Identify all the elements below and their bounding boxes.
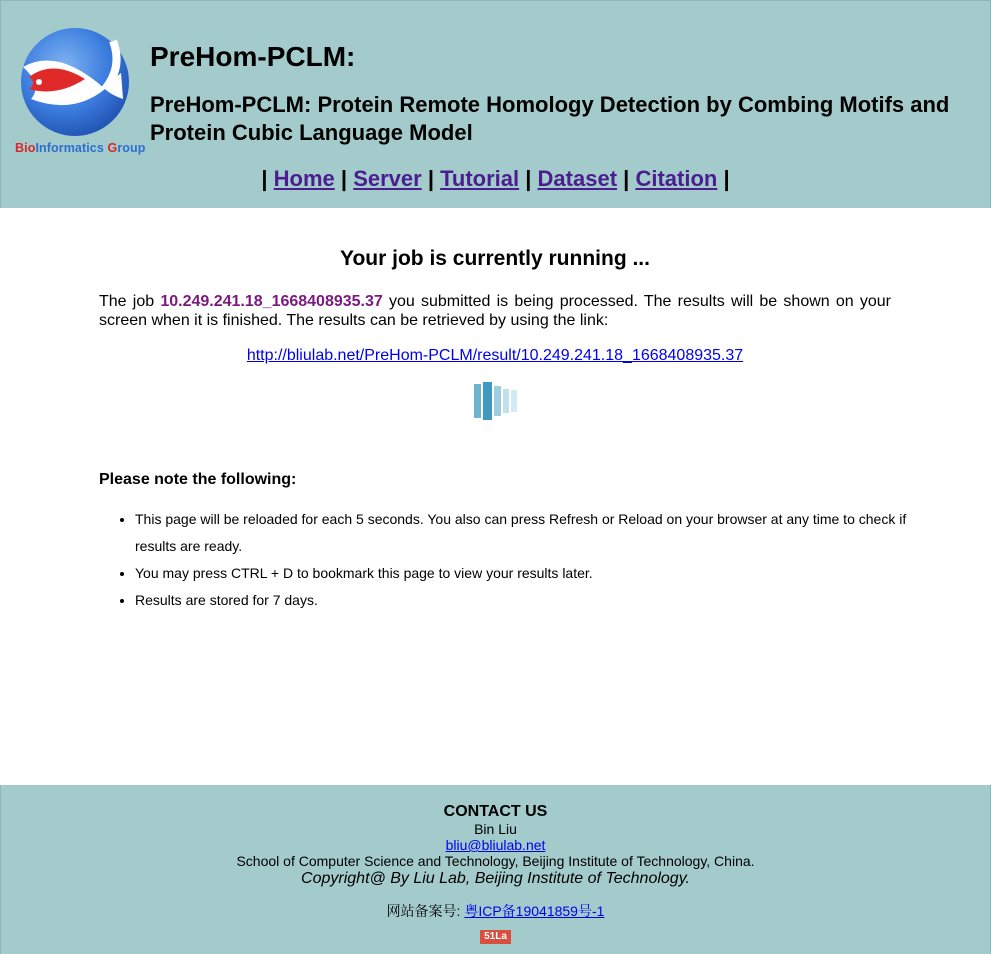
- contact-heading: CONTACT US: [443, 803, 548, 820]
- loading-spinner-icon: [472, 382, 522, 420]
- copyright-text: Copyright@ By Liu Lab, Beijing Institute of Technology.: [301, 870, 690, 887]
- contact-affiliation: School of Computer Science and Technology, Beijing Institute of Technology, China.: [236, 853, 755, 869]
- stats-badge[interactable]: 51La: [480, 930, 511, 944]
- nav-link-server[interactable]: Server: [353, 166, 422, 191]
- nav-separator: |: [427, 166, 434, 191]
- nav-separator: |: [261, 166, 268, 191]
- nav-separator: |: [340, 166, 348, 191]
- site-title: PreHom-PCLM:: [150, 41, 356, 72]
- result-link[interactable]: http://bliulab.net/PreHom-PCLM/result/10.249.241.18_1668408935.37: [246, 347, 744, 364]
- note-item: • You may press CTRL + D to bookmark this page to view your results later.: [135, 560, 935, 587]
- main-nav: [1, 164, 990, 194]
- site-header: [0, 0, 991, 208]
- site-footer: [0, 785, 991, 954]
- icp-record: [1, 903, 990, 919]
- nav-link-home[interactable]: Home: [273, 166, 335, 191]
- nav-separator: |: [623, 166, 630, 191]
- contact-email-link[interactable]: bliu@bliulab.net: [445, 837, 546, 853]
- notes-heading: Please note the following:: [99, 471, 297, 488]
- note-item: • Results are stored for 7 days.: [135, 587, 935, 614]
- bioinformatics-group-logo[interactable]: [13, 27, 146, 157]
- notes-list: [99, 506, 935, 614]
- logo-caption: BioInformatics Group: [15, 141, 146, 155]
- nav-separator: |: [525, 166, 532, 191]
- icp-label: 网站备案号:: [386, 903, 465, 919]
- nav-link-citation[interactable]: Citation: [635, 166, 718, 191]
- result-link-row: [99, 346, 891, 365]
- nav-separator: |: [723, 166, 730, 191]
- site-subtitle: PreHom-PCLM: Protein Remote Homology Detection by Combing Motifs and Protein Cubic Language Model: [150, 92, 950, 145]
- icp-link[interactable]: 粤ICP备19041859号-1: [464, 903, 605, 919]
- note-item: • This page will be reloaded for each 5 seconds. You also can press Refresh or Reload on your browser at any time to check if results are ready.: [135, 506, 935, 560]
- nav-link-dataset[interactable]: Dataset: [537, 166, 618, 191]
- fish-logo-icon: [13, 27, 137, 143]
- job-status-panel: [99, 246, 907, 608]
- job-status-heading: Your job is currently running ...: [340, 247, 650, 270]
- nav-link-tutorial[interactable]: Tutorial: [440, 166, 520, 191]
- job-description: The job 10.249.241.18_1668408935.37 you submitted is being processed. The results will be shown on your screen when it is finished. The results can be retrieved by using the link:: [99, 293, 892, 329]
- contact-name: Bin Liu: [474, 821, 517, 837]
- job-id: 10.249.241.18_1668408935.37: [160, 293, 383, 310]
